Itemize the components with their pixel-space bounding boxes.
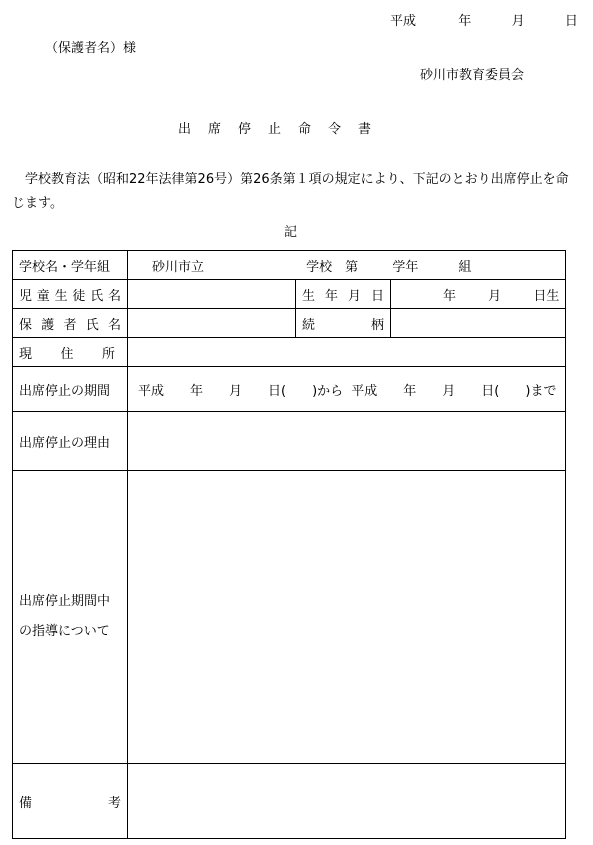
remarks-field[interactable] (128, 764, 566, 839)
period-from: 平成 年 月 日( )から (138, 383, 344, 399)
school-label: 学校名・学年組 (13, 251, 128, 280)
document-title (178, 118, 388, 137)
address-label: 現 住 所 (13, 338, 128, 367)
title-char: 止 (268, 122, 282, 137)
reason-label: 出席停止の理由 (13, 412, 128, 471)
relation-label: 続 柄 (296, 309, 391, 338)
date-month-unit: 月 (511, 14, 525, 29)
period-label: 出席停止の期間 (13, 367, 128, 412)
form-table (12, 250, 566, 839)
birth-day-unit: 日生 (533, 288, 560, 304)
reason-field[interactable] (128, 412, 566, 471)
period-to: 平成 年 月 日( )まで (351, 383, 557, 399)
date-line (390, 10, 578, 29)
school-suffix: 学校 第 (306, 259, 359, 275)
title-char: 命 (298, 122, 312, 137)
student-name-field[interactable] (128, 280, 296, 309)
date-era: 平成 (390, 14, 417, 29)
grade-unit: 学年 (392, 259, 419, 275)
period-field[interactable] (128, 367, 566, 412)
title-char: 書 (358, 122, 372, 137)
issuer: 砂川市教育委員会 (420, 68, 525, 83)
relation-field[interactable] (391, 309, 566, 338)
class-unit: 組 (458, 259, 472, 275)
title-char: 席 (208, 122, 222, 137)
school-field[interactable] (128, 251, 566, 280)
date-year-unit: 年 (458, 14, 472, 29)
title-char: 出 (178, 122, 192, 137)
ki-marker: 記 (284, 225, 298, 240)
guardian-name-label: 保 護 者 氏 名 (13, 309, 128, 338)
date-day-unit: 日 (564, 14, 578, 29)
address-field[interactable] (128, 338, 566, 367)
birth-date-label: 生 年 月 日 (296, 280, 391, 309)
body-text: 学校教育法（昭和22年法律第26号）第26条第１項の規定により、下記のとおり出席停止を命じます。 (12, 172, 569, 211)
birth-date-field[interactable] (391, 280, 566, 309)
school-prefix: 砂川市立 (152, 259, 205, 275)
student-name-label: 児 童 生 徒 氏 名 (13, 280, 128, 309)
recipient: （保護者名）様 (45, 41, 137, 56)
guardian-name-field[interactable] (128, 309, 296, 338)
title-char: 停 (238, 122, 252, 137)
guidance-field[interactable] (128, 471, 566, 764)
title-char: 令 (328, 122, 342, 137)
birth-month-unit: 月 (488, 288, 502, 304)
remarks-label: 備 考 (13, 764, 128, 839)
birth-year-unit: 年 (443, 288, 457, 304)
guidance-label: 出席停止期間中 の指導について (13, 471, 128, 764)
